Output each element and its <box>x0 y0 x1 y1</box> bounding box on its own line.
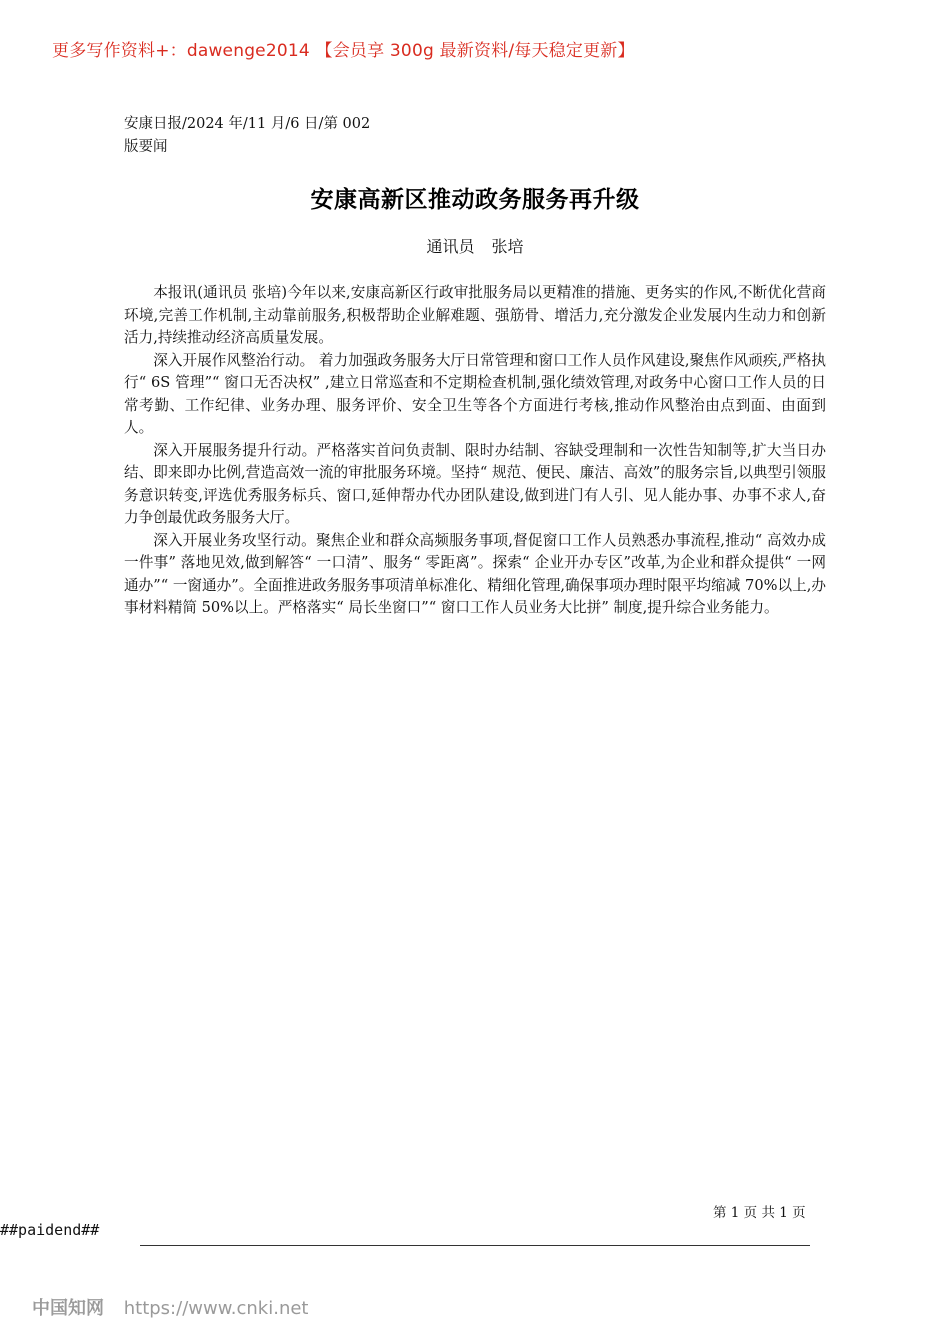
article-body <box>124 282 826 620</box>
paidend-marker: ##paidend## <box>0 1221 100 1239</box>
paragraph: 深入开展服务提升行动。严格落实首问负责制、限时办结制、容缺受理制和一次性告知制等,扩大当日办结、即来即办比例,营造高效一流的审批服务环境。坚持“ 规范、便民、廉洁、高效”的服务宗旨,以典型引领服务意识转变,评选优秀服务标兵、窗口,延伸帮办代办团队建设,做到进门有人引、见人能办事、办事不求人,奋力争创最优政务服务大厅。 <box>124 441 826 526</box>
source-info <box>124 113 370 159</box>
source-line-continued: 版要闻 <box>124 139 168 155</box>
article-title: 安康高新区推动政务服务再升级 <box>310 187 640 213</box>
cnki-url: https://www.cnki.net <box>123 1298 309 1319</box>
page-number: 第 1 页 共 1 页 <box>713 1205 806 1221</box>
paragraph: 深入开展作风整治行动。 着力加强政务服务大厅日常管理和窗口工作人员作风建设,聚焦作风顽疾,严格执行“ 6S 管理”“ 窗口无否决权” ,建立日常巡查和不定期检查机制,强化绩效管理,对政务中心窗口工作人员的日常考勤、工作纪律、业务办理、服务评价、安全卫生等各个方面进行考核,推动作风整治由点到面、由面到人。 <box>124 351 826 436</box>
byline-name: 张培 <box>491 237 524 256</box>
paragraph: 深入开展业务攻坚行动。聚焦企业和群众高频服务事项,督促窗口工作人员熟悉办事流程,推动“ 高效办成一件事” 落地见效,做到解答“ 一口清”、服务“ 零距离”。探索“ 企业开办专区”改革,为企业和群众提供“ 一网通办”“ 一窗通办”。全面推进政务服务事项清单标准化、精细化管理,确保事项办理时限平均缩减 70%以上,办事材料精简 50%以上。严格落实“ 局长坐窗口”“ 窗口工作人员业务大比拼” 制度,提升综合业务能力。 <box>124 531 826 616</box>
footer-watermark <box>32 1294 308 1320</box>
byline-role: 通讯员 <box>426 237 475 256</box>
promo-banner: 更多写作资料+：dawenge2014 【会员享 300g 最新资料/每天稳定更新】 <box>52 41 635 61</box>
source-line: 安康日报/2024 年/11 月/6 日/第 002 <box>124 116 371 132</box>
byline <box>0 234 950 257</box>
footer-divider <box>140 1245 810 1246</box>
paragraph: 本报讯(通讯员 张培)今年以来,安康高新区行政审批服务局以更精准的措施、更务实的作风,不断优化营商环境,完善工作机制,主动靠前服务,积极帮助企业解难题、强筋骨、增活力,充分激发企业发展内生动力和创新活力,持续推动经济高质量发展。 <box>124 284 826 346</box>
cnki-logo-text: 中国知网 <box>32 1298 104 1319</box>
